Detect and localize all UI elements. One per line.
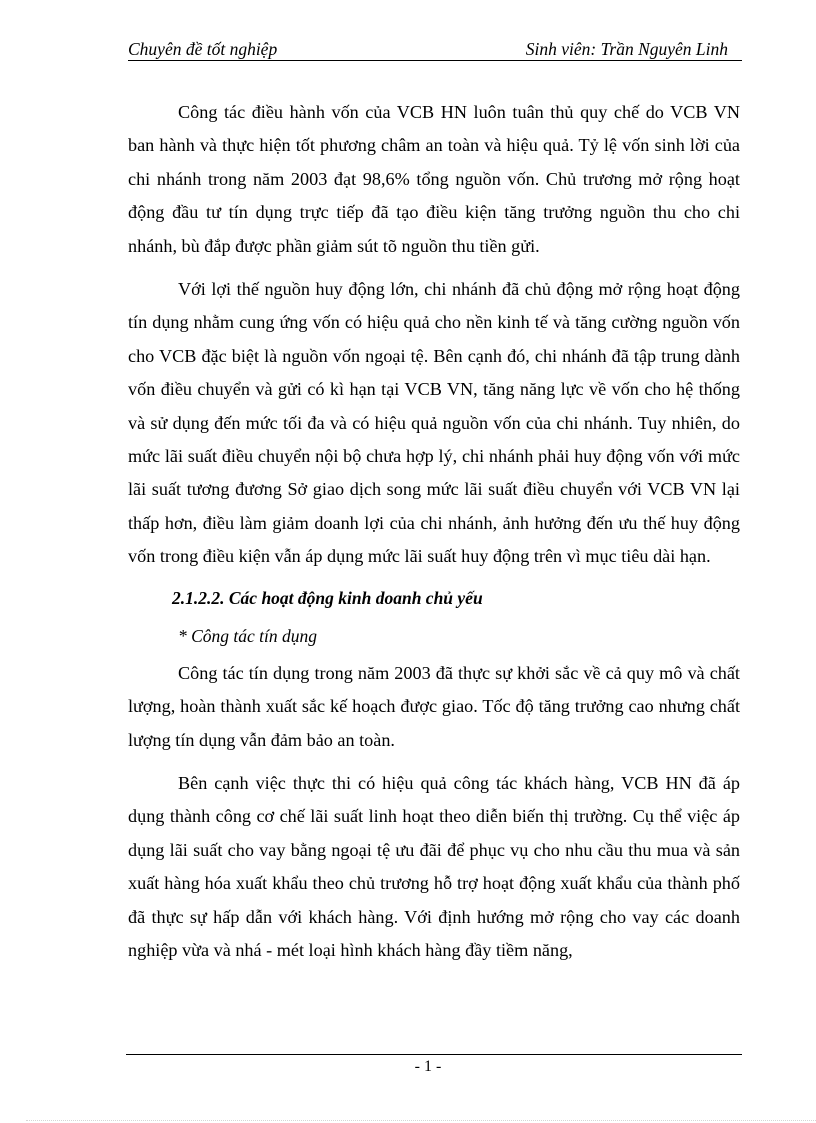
section-heading: 2.1.2.2. Các hoạt động kinh doanh chủ yếu bbox=[172, 587, 483, 608]
document-body bbox=[128, 96, 740, 977]
paragraph-capital-management: Công tác điều hành vốn của VCB HN luôn tuân thủ quy chế do VCB VN ban hành và thực hiện tốt phương châm an toàn và hiệu quả. Tỷ lệ vốn sinh lời của chi nhánh trong năm 2003 đạt 98,6% tổng nguồn vốn. Chủ trương mở rộng hoạt động đầu tư tín dụng trực tiếp đã tạo điều kiện tăng trưởng nguồn thu cho chi nhánh, bù đắp được phần giảm sút tõ nguồn thu tiền gửi. bbox=[128, 102, 740, 256]
paragraph-interest-policy: Bên cạnh việc thực thi có hiệu quả công tác khách hàng, VCB HN đã áp dụng thành công cơ chế lãi suất linh hoạt theo diễn biến thị trường. Cụ thể việc áp dụng lãi suất cho vay bằng ngoại tệ ưu đãi để phục vụ cho nhu cầu thu mua và sản xuất hàng hóa xuất khẩu theo chủ trương hỗ trợ hoạt động xuất khẩu của thành phố đã thực sự hấp dẫn với khách hàng. Với định hướng mở rộng cho vay các doanh nghiệp vừa và nhá - mét loại hình khách hàng đầy tiềm năng, bbox=[128, 772, 740, 960]
subsection-heading: * Công tác tín dụng bbox=[178, 625, 318, 646]
page-header bbox=[128, 38, 742, 61]
footer-divider bbox=[126, 1054, 742, 1055]
header-student-name: Sinh viên: Trần Nguyên Linh bbox=[525, 39, 728, 59]
header-document-title: Chuyên đề tốt nghiệp bbox=[128, 39, 278, 59]
paragraph-mobilization-advantage: Với lợi thế nguồn huy động lớn, chi nhánh đã chủ động mở rộng hoạt động tín dụng nhằm cung ứng vốn có hiệu quả cho nền kinh tế và tăng cường nguồn vốn cho VCB đặc biệt là nguồn vốn ngoại tệ. Bên cạnh đó, chi nhánh đã tập trung dành vốn điều chuyển và gửi có kì hạn tại VCB VN, tăng năng lực về vốn cho hệ thống và sử dụng đến mức tối đa và có hiệu quả nguồn vốn của chi nhánh. Tuy nhiên, do mức lãi suất điều chuyển nội bộ chưa hợp lý, chi nhánh phải huy động vốn với mức lãi suất tương đương Sở giao dịch song mức lãi suất điều chuyển với VCB VN lại thấp hơn, điều làm giảm doanh lợi của chi nhánh, ảnh hưởng đến ưu thế huy động vốn trong điều kiện vẫn áp dụng mức lãi suất huy động trên vì mục tiêu dài hạn. bbox=[128, 279, 740, 567]
page-number: - 1 - bbox=[414, 1058, 442, 1075]
paragraph-credit-work: Công tác tín dụng trong năm 2003 đã thực sự khởi sắc về cả quy mô và chất lượng, hoàn thành xuất sắc kế hoạch được giao. Tốc độ tăng trưởng cao nhưng chất lượng tín dụng vẫn đảm bảo an toàn. bbox=[128, 662, 740, 750]
page-boundary-line bbox=[26, 1120, 816, 1121]
